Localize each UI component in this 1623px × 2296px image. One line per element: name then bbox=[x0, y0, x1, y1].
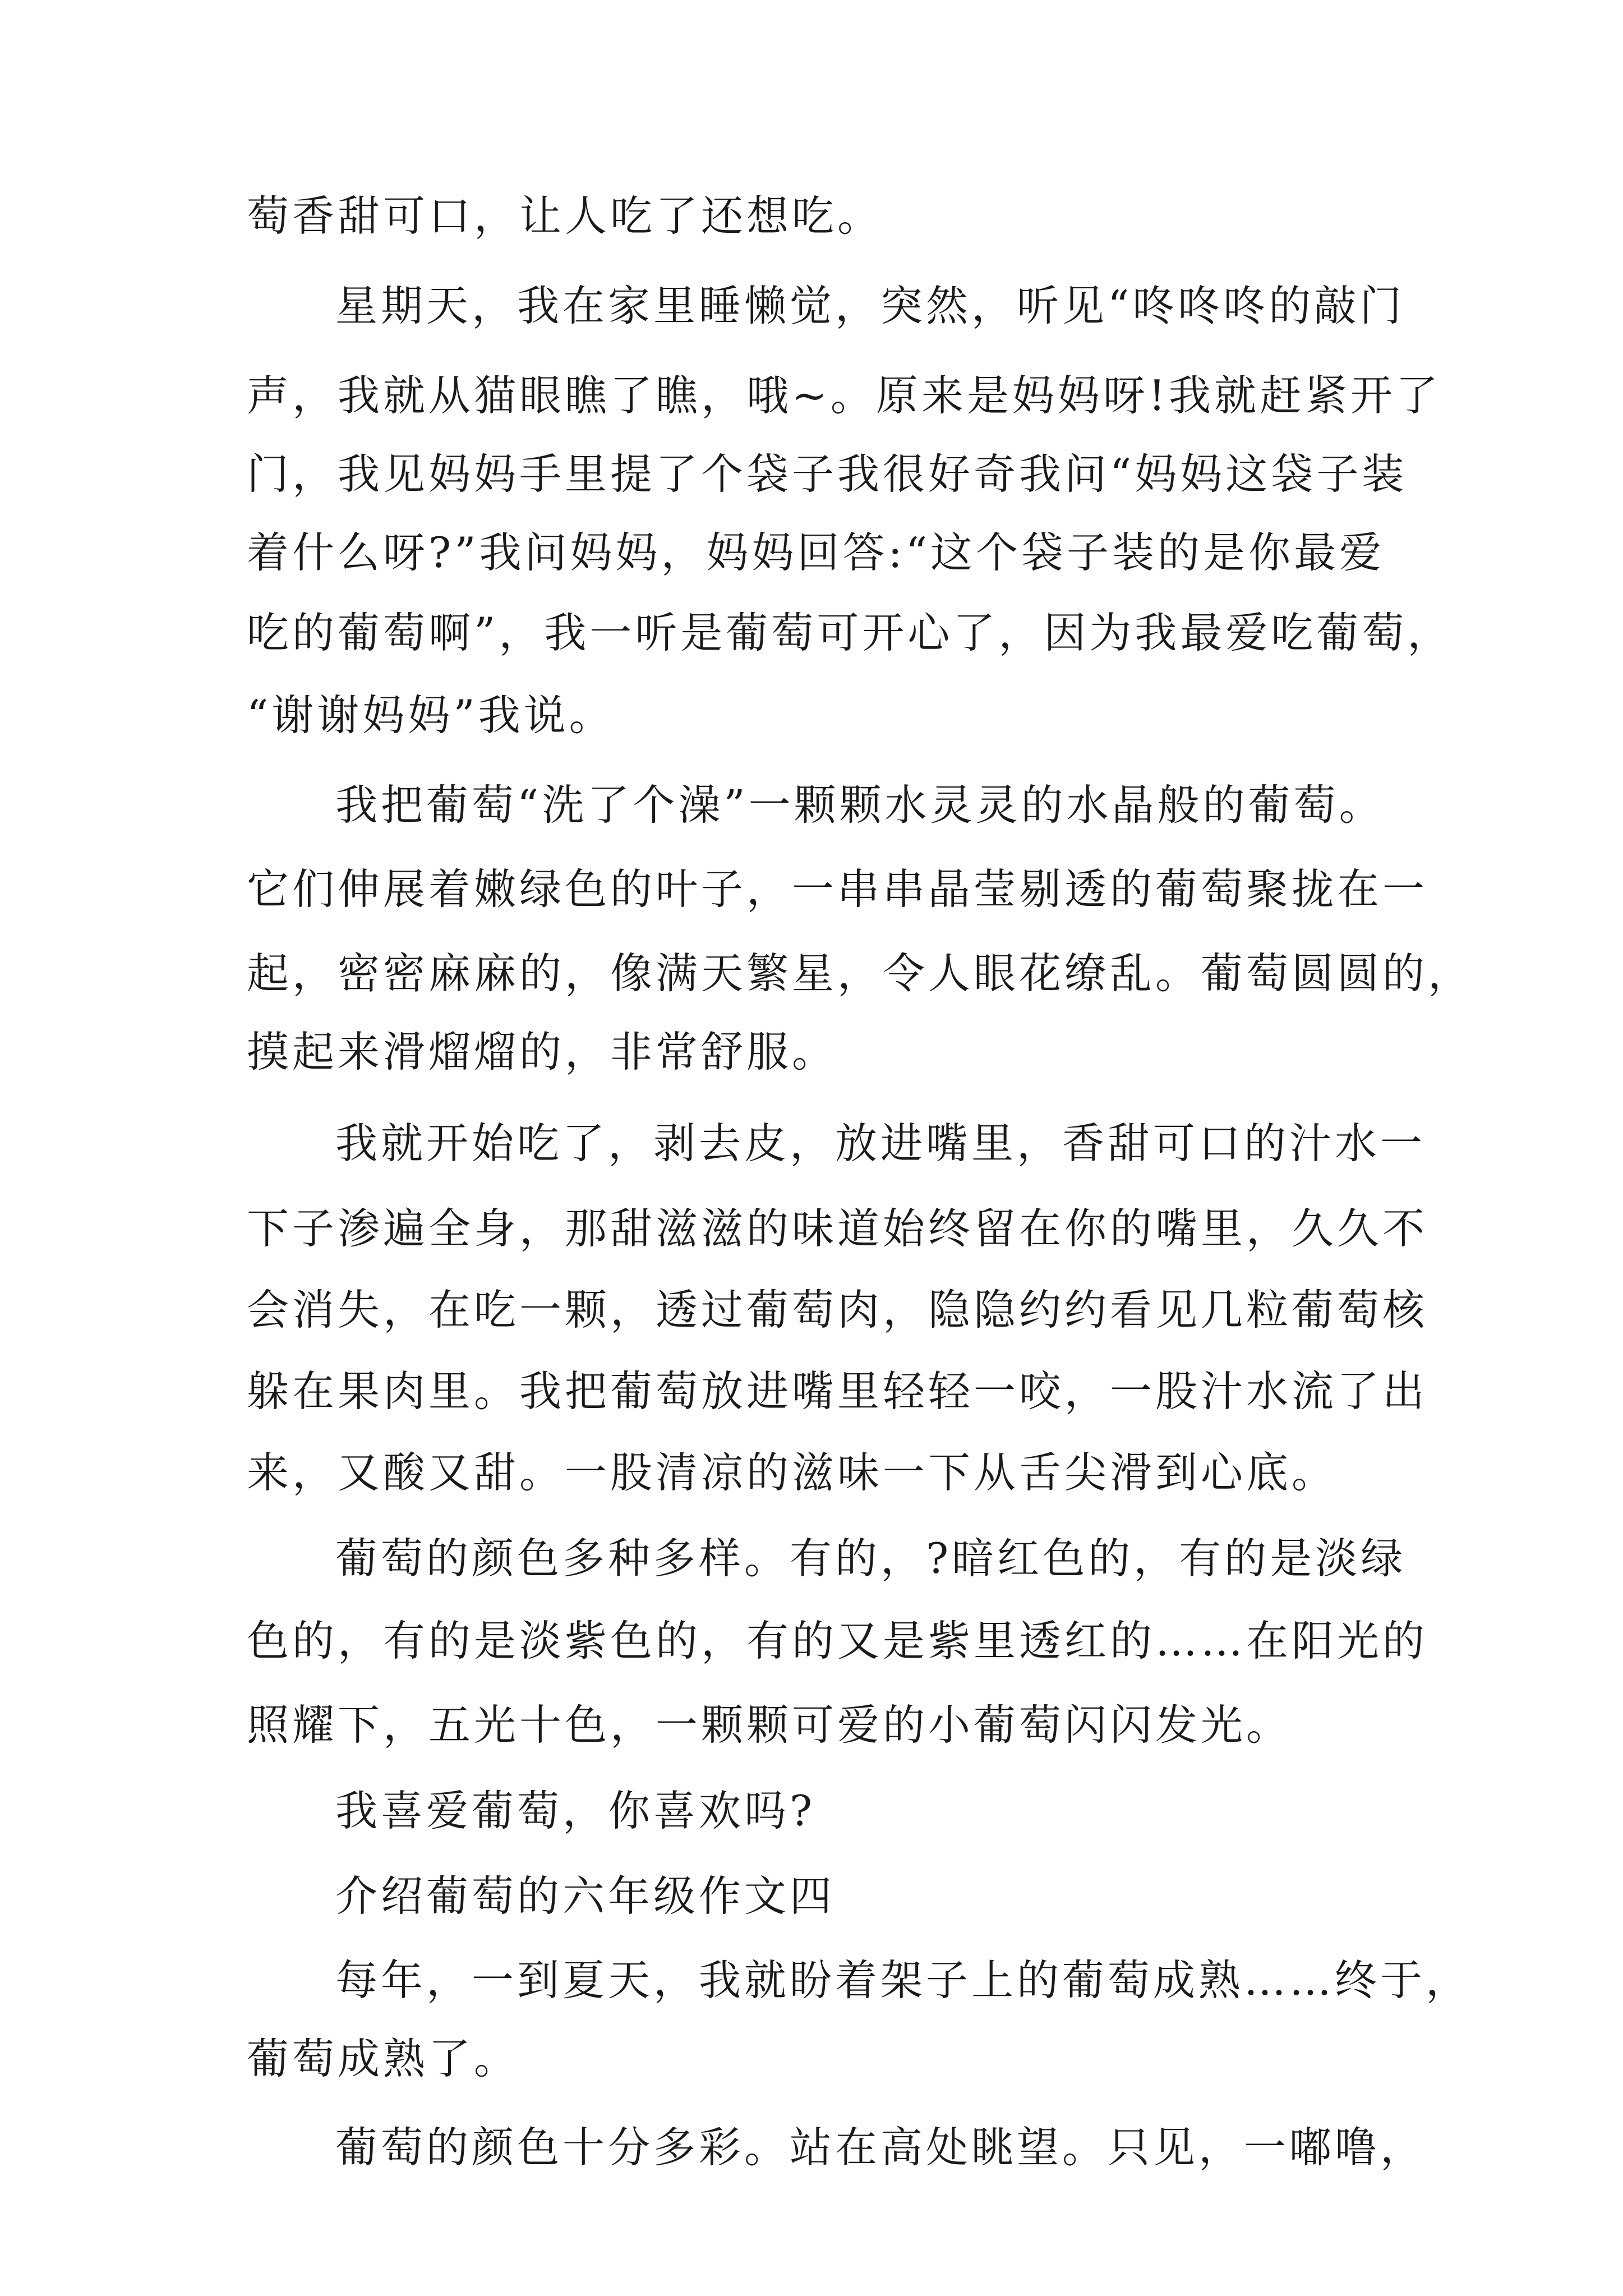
text-line: 着什么呀?”我问妈妈，妈妈回答:“这个袋子装的是你最爱 bbox=[247, 528, 1385, 577]
text-line: 色的，有的是淡紫色的，有的又是紫里透红的……在阳光的 bbox=[247, 1616, 1428, 1665]
text-line: 葡萄的颜色多种多样。有的，?暗红色的，有的是淡绿 bbox=[335, 1534, 1407, 1583]
text-line: 躲在果肉里。我把葡萄放进嘴里轻轻一咬，一股汁水流了出 bbox=[247, 1366, 1428, 1416]
text-line: 它们伸展着嫩绿色的叶子，一串串晶莹剔透的葡萄聚拢在一 bbox=[247, 864, 1428, 914]
text-line: 我喜爱葡萄，你喜欢吗? bbox=[335, 1786, 816, 1835]
text-line: 吃的葡萄啊”，我一听是葡萄可开心了，因为我最爱吃葡萄， bbox=[247, 608, 1453, 657]
text-line: 照耀下，五光十色，一颗颗可爱的小葡萄闪闪发光。 bbox=[247, 1700, 1292, 1750]
text-line: 来，又酸又甜。一股清凉的滋味一下从舌尖滑到心底。 bbox=[247, 1448, 1338, 1497]
text-line: 我就开始吃了，剥去皮，放进嘴里，香甜可口的汁水一 bbox=[335, 1119, 1426, 1168]
text-line: 葡萄的颜色十分多彩。站在高处眺望。只见，一嘟噜， bbox=[335, 2123, 1426, 2172]
section-heading: 介绍葡萄的六年级作文四 bbox=[335, 1871, 836, 1921]
text-line: 星期天，我在家里睡懒觉，突然，听见“咚咚咚的敲门 bbox=[335, 281, 1405, 330]
text-line: 门，我见妈妈手里提了个袋子我很好奇我问“妈妈这袋子装 bbox=[247, 449, 1408, 499]
text-line: 葡萄成熟了。 bbox=[247, 2034, 520, 2083]
text-line: “谢谢妈妈”我说。 bbox=[247, 691, 615, 740]
text-line: 下子渗遍全身，那甜滋滋的味道始终留在你的嘴里，久久不 bbox=[247, 1204, 1428, 1253]
text-line: 萄香甜可口，让人吃了还想吃。 bbox=[247, 191, 883, 241]
text-line: 会消失，在吃一颗，透过葡萄肉，隐隐约约看见几粒葡萄核 bbox=[247, 1285, 1428, 1335]
text-line: 声，我就从猫眼瞧了瞧，哦~。原来是妈妈呀!我就赶紧开了 bbox=[247, 371, 1441, 420]
text-line: 摸起来滑熘熘的，非常舒服。 bbox=[247, 1027, 838, 1076]
text-line: 起，密密麻麻的，像满天繁星，令人眼花缭乱。葡萄圆圆的， bbox=[247, 949, 1474, 998]
text-line: 每年，一到夏天，我就盼着架子上的葡萄成熟……终于， bbox=[335, 1955, 1472, 2005]
text-line: 我把葡萄“洗了个澡”一颗颗水灵灵的水晶般的葡萄。 bbox=[335, 780, 1385, 830]
